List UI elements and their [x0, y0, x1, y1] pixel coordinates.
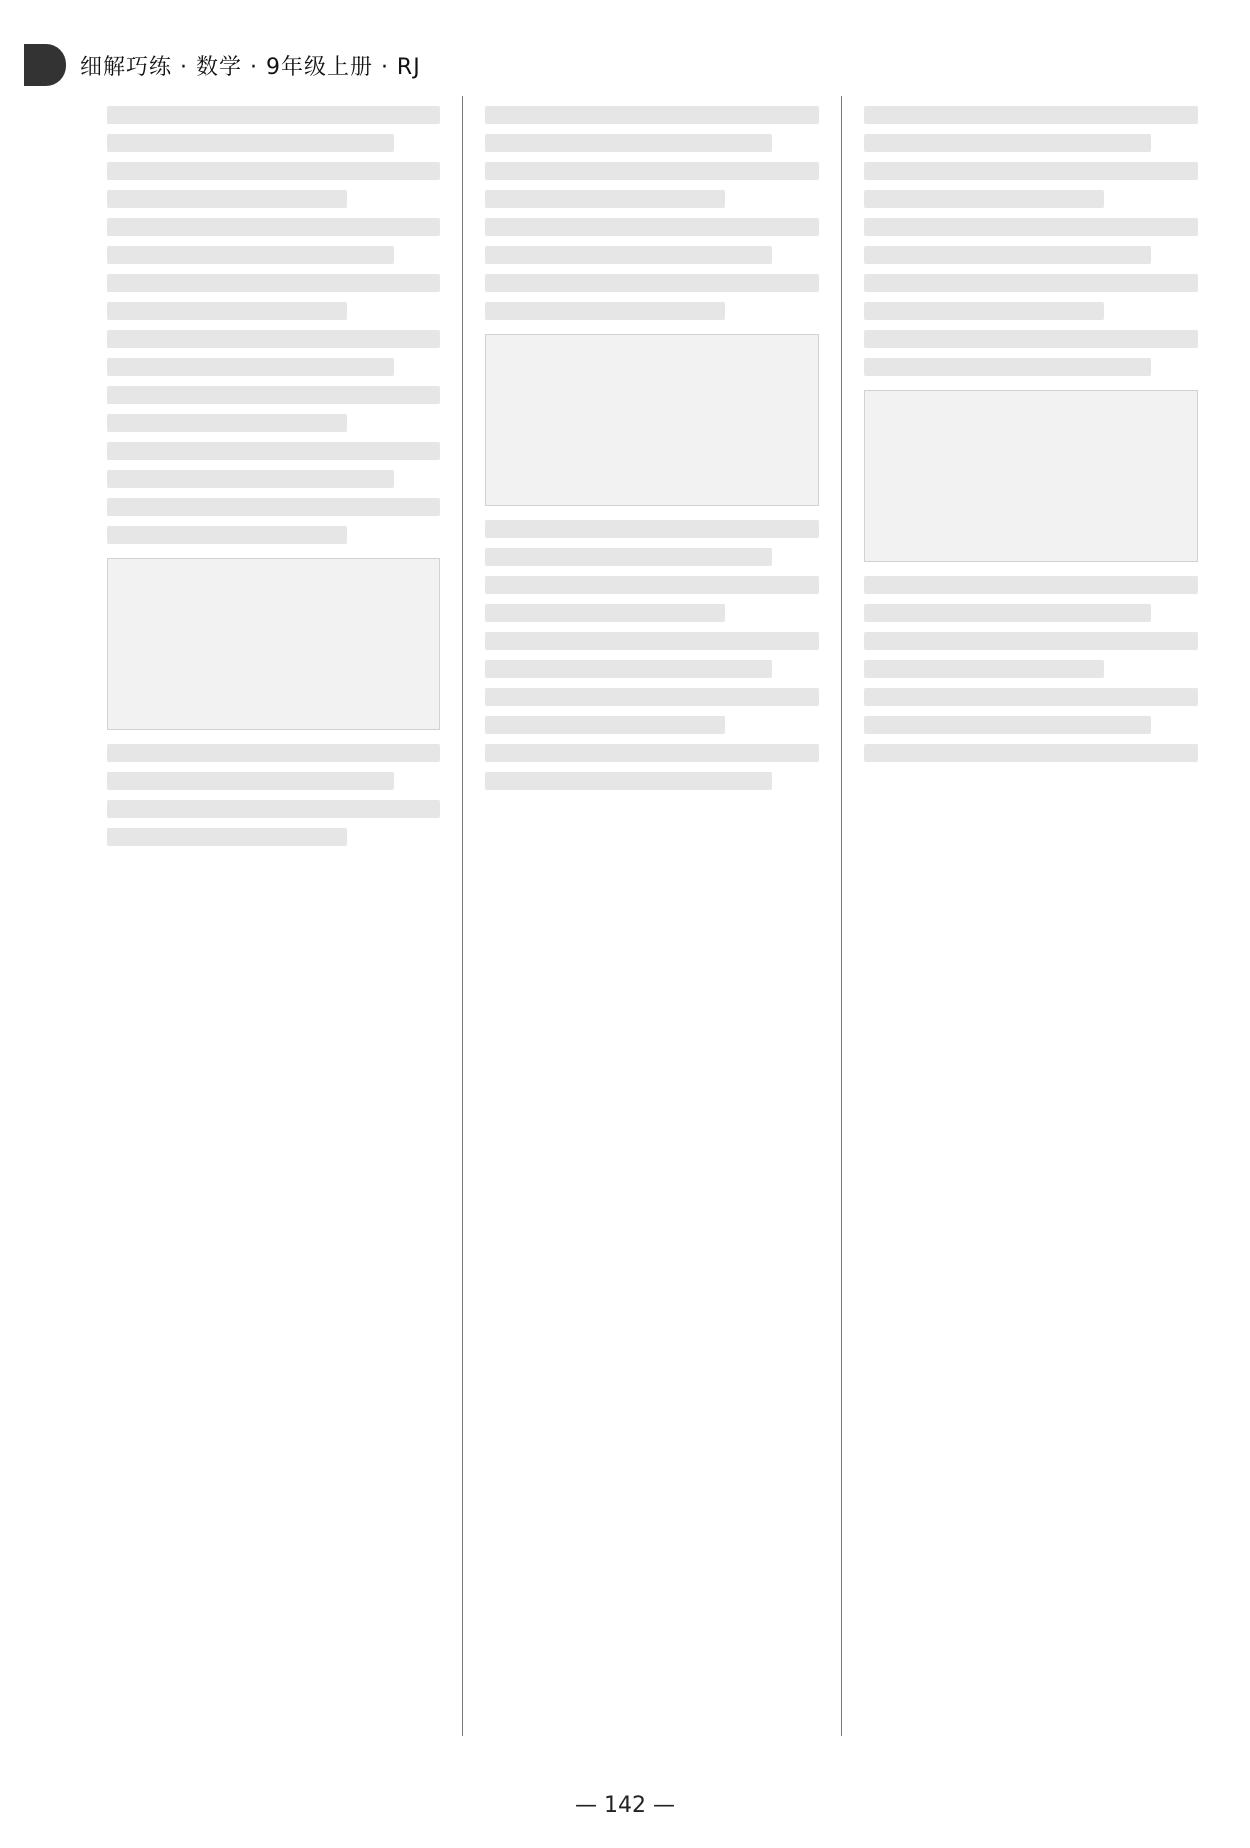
- figure-placeholder: [485, 334, 818, 506]
- text-line: [485, 302, 725, 320]
- text-line: [107, 744, 440, 762]
- text-line: [864, 576, 1198, 594]
- text-line: [485, 632, 818, 650]
- text-line: [864, 744, 1198, 762]
- text-line: [485, 576, 818, 594]
- text-line: [485, 520, 818, 538]
- text-line: [864, 358, 1152, 376]
- text-line: [485, 716, 725, 734]
- text-line: [107, 800, 440, 818]
- text-line: [864, 330, 1198, 348]
- text-line: [107, 330, 440, 348]
- middle-column: [463, 96, 841, 1736]
- figure-placeholder: [107, 558, 440, 730]
- text-line: [107, 162, 440, 180]
- text-line: [864, 632, 1198, 650]
- text-line: [485, 744, 818, 762]
- page-header: [24, 44, 421, 86]
- text-line: [107, 526, 347, 544]
- text-line: [864, 274, 1198, 292]
- page-number: — 142 —: [575, 1793, 675, 1818]
- text-line: [107, 274, 440, 292]
- text-line: [485, 246, 772, 264]
- header-title: 细解巧练 · 数学 · 9年级上册 · RJ: [80, 54, 421, 80]
- text-line: [107, 772, 394, 790]
- text-line: [485, 134, 772, 152]
- text-line: [107, 828, 347, 846]
- right-column: [842, 96, 1220, 1736]
- text-line: [485, 772, 772, 790]
- text-line: [107, 134, 394, 152]
- text-line: [864, 246, 1152, 264]
- left-column: [85, 96, 463, 1736]
- text-line: [864, 302, 1105, 320]
- header-brand-mark: [24, 44, 66, 86]
- text-line: [864, 688, 1198, 706]
- text-line: [107, 358, 394, 376]
- text-line: [107, 302, 347, 320]
- text-line: [107, 498, 440, 516]
- text-line: [864, 134, 1152, 152]
- text-line: [485, 162, 818, 180]
- text-line: [107, 414, 347, 432]
- text-line: [864, 716, 1152, 734]
- text-line: [107, 470, 394, 488]
- text-line: [864, 190, 1105, 208]
- text-line: [107, 246, 394, 264]
- text-line: [864, 106, 1198, 124]
- text-line: [864, 218, 1198, 236]
- text-line: [485, 548, 772, 566]
- text-line: [485, 190, 725, 208]
- text-line: [107, 190, 347, 208]
- text-line: [864, 604, 1152, 622]
- text-line: [107, 442, 440, 460]
- text-line: [485, 660, 772, 678]
- text-line: [485, 218, 818, 236]
- text-line: [864, 162, 1198, 180]
- content-columns: [85, 96, 1220, 1736]
- text-line: [485, 604, 725, 622]
- text-line: [485, 688, 818, 706]
- text-line: [485, 274, 818, 292]
- text-line: [485, 106, 818, 124]
- text-line: [107, 106, 440, 124]
- figure-placeholder: [864, 390, 1198, 562]
- text-line: [864, 660, 1105, 678]
- text-line: [107, 386, 440, 404]
- text-line: [107, 218, 440, 236]
